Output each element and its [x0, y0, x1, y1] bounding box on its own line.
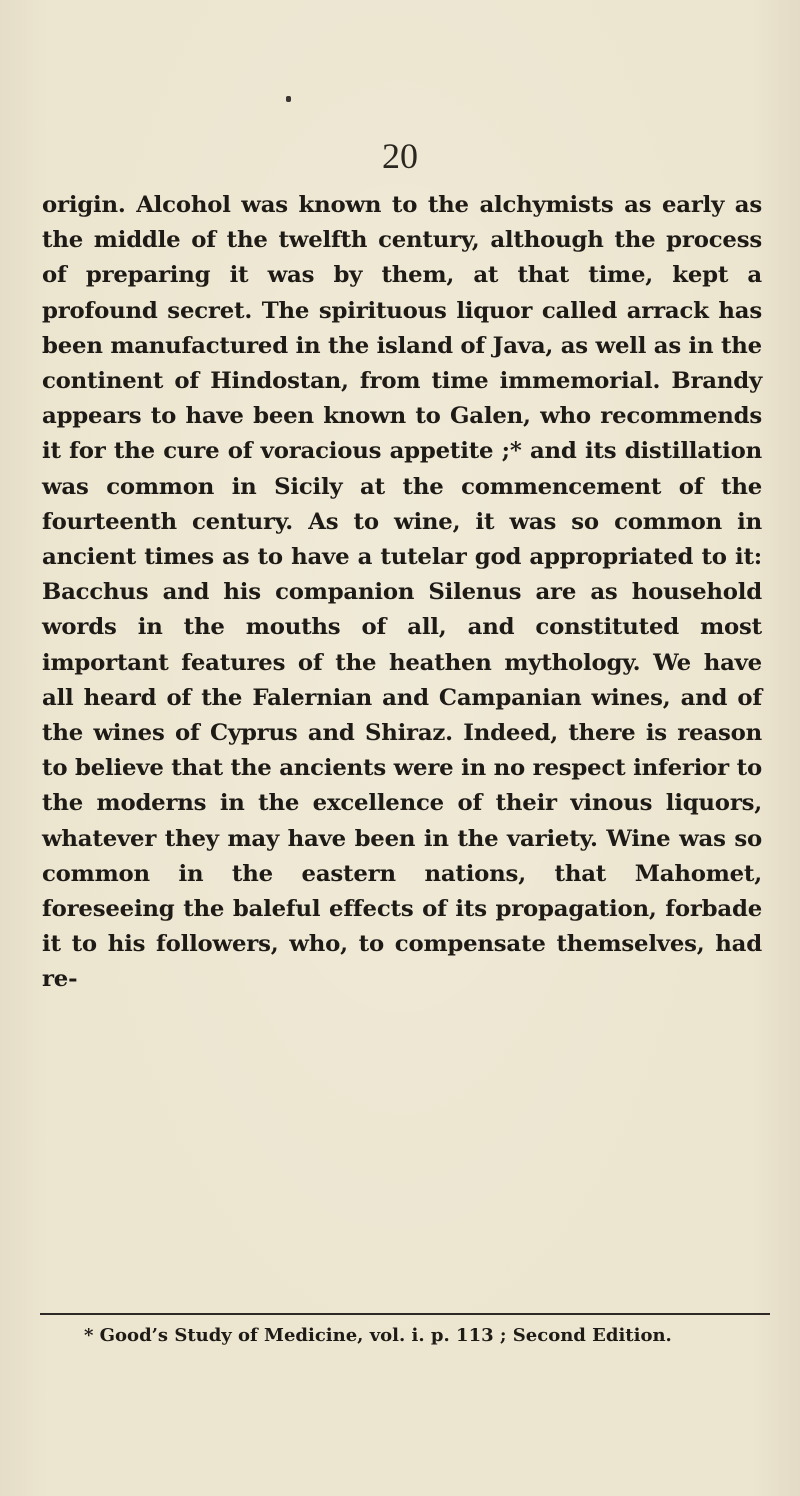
body-paragraph: origin. Alcohol was known to the alchymists as early as the middle of the twelfth century, although the process of preparing it was by them, at that time, kept a profound secret. The spirituous liquor called arrack has been manufactured in the island of Java, as well as in the continent of Hindostan, from time immemorial. Brandy appears to have been known to Galen, who recommends it for the cure of voracious appetite ;* and its distillation was common in Sicily at the commencement of the fourteenth century. As to wine, it was so common in ancient times as to have a tutelar god appropriated to it: Bacchus and his companion Silenus are as household words in the mouths of all, and constituted most important features of the heathen mythology. We have all heard of the Falernian and Campanian wines, and of the wines of Cyprus and Shiraz. Indeed, there is reason to believe that the ancients were in no respect inferior to the moderns in the excellence of their vinous liquors, whatever they may have been in the variety. Wine was so common in the eastern nations, that Mahomet, foreseeing the baleful effects of its propagation, forbade it to his followers, who, to compensate themselves, had re- [42, 192, 762, 993]
page-number: 20 [382, 136, 418, 176]
ink-speck [286, 96, 291, 102]
footnote-divider [40, 1313, 770, 1315]
footnote: * Good’s Study of Medicine, vol. i. p. 113 ; Second Edition. [84, 1325, 672, 1346]
